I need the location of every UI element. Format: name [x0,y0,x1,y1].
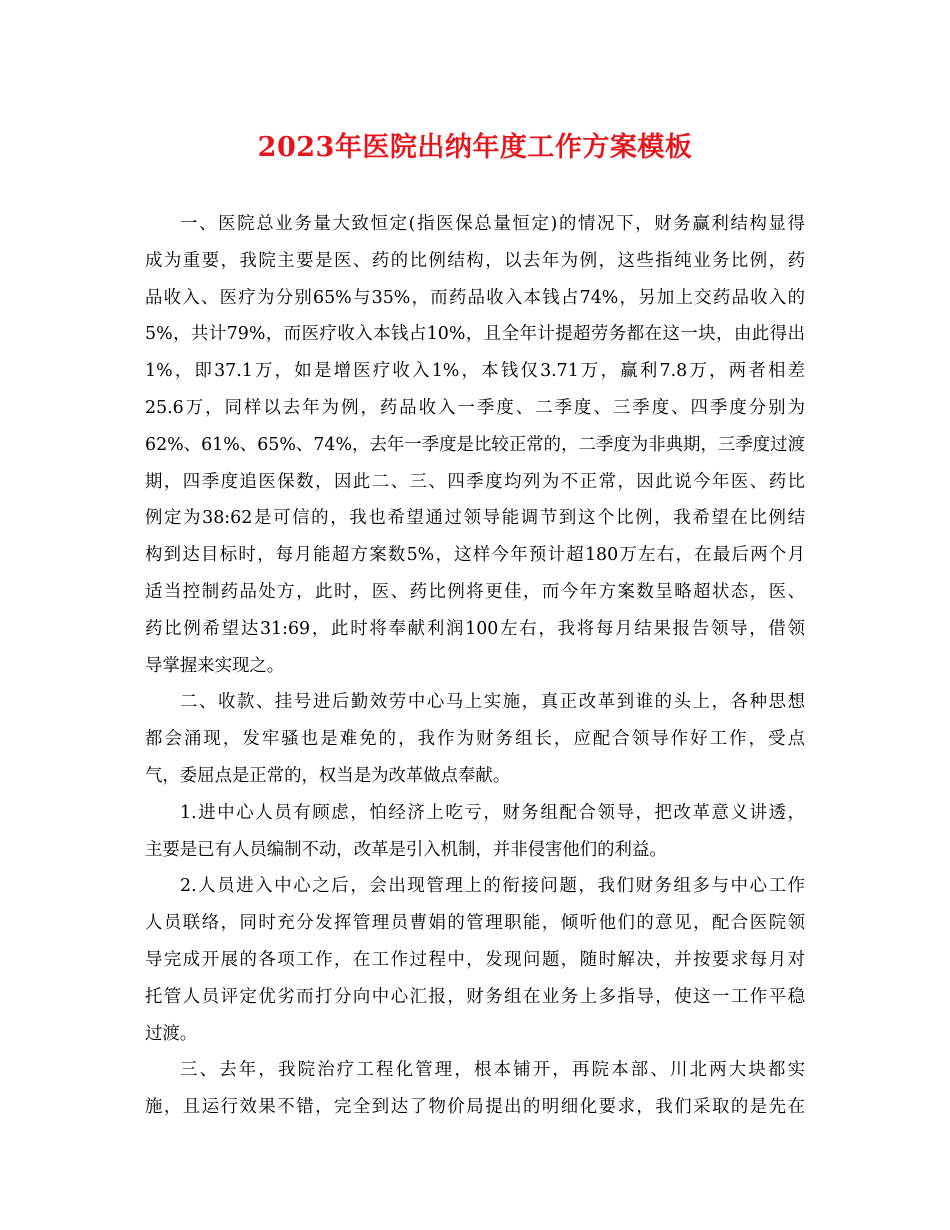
paragraph-line: 过渡。 [145,1023,198,1044]
paragraph-5 [145,1052,805,1126]
paragraph-line: 5%，共计79%，而医疗收入本钱占10%，且全年计提超劳务都在这一块，由此得出 [145,324,805,345]
paragraph-line: 62%、61%、65%、74%，去年一季度是比较正常的，二季度为非典期，三季度过渡 [145,434,805,455]
document-title: 2023年医院出纳年度工作方案模板 [257,132,693,163]
paragraph-line: 导掌握来实现之。 [145,655,285,676]
paragraph-line: 一、医院总业务量大致恒定(指医保总量恒定)的情况下，财务赢利结构显得 [180,214,805,234]
paragraph-line: 二、收款、挂号进后勤效劳中心马上实施，真正改革到谁的头上，各种思想 [180,692,805,713]
paragraph-line: 药比例希望达31:69，此时将奉献利润100左右，我将每月结果报告领导，借领 [145,618,805,639]
paragraph-line: 托管人员评定优劣而打分向中心汇报，财务组在业务上多指导，使这一工作平稳 [145,986,805,1007]
paragraph-line: 构到达目标时，每月能超方案数5%，这样今年预计超180万左右，在最后两个月 [145,545,805,566]
paragraph-line: 品收入、医疗为分别65%与35%，而药品收入本钱占74%，另加上交药品收入的 [145,287,805,308]
paragraph-line: 都会涌现，发牢骚也是难免的，我作为财务组长，应配合领导作好工作，受点 [145,729,805,750]
paragraph-line: 气，委屈点是正常的，权当是为改革做点奉献。 [145,765,511,786]
paragraph-4 [145,868,805,1052]
paragraph-line: 成为重要，我院主要是医、药的比例结构，以去年为例，这些指纯业务比例，药 [145,250,805,271]
paragraph-2 [145,684,805,794]
paragraph-line: 施，且运行效果不错，完全到达了物价局提出的明细化要求，我们采取的是先在 [145,1097,805,1118]
paragraph-line: 导完成开展的各项工作，在工作过程中，发现问题，随时解决，并按要求每月对 [145,949,805,970]
paragraph-line: 2.人员进入中心之后，会出现管理上的衔接问题，我们财务组多与中心工作 [180,876,805,897]
paragraph-line: 1%，即37.1万，如是增医疗收入1%，本钱仅3.71万，赢利7.8万，两者相差 [145,361,805,382]
paragraph-line: 人员联络，同时充分发挥管理员曹娟的管理职能，倾听他们的意见，配合医院领 [145,913,805,934]
paragraph-line: 期，四季度追医保数，因此二、三、四季度均列为不正常，因此说今年医、药比 [145,471,805,492]
paragraph-line: 适当控制药品处方，此时，医、药比例将更佳，而今年方案数呈略超状态，医、 [145,581,805,602]
paragraph-line: 1.进中心人员有顾虑，怕经济上吃亏，财务组配合领导，把改革意义讲透， [180,802,805,823]
paragraph-3 [145,795,805,869]
paragraph-line: 三、去年，我院治疗工程化管理，根本铺开，再院本部、川北两大块都实 [180,1060,805,1081]
paragraph-line: 例定为38:62是可信的，我也希望通过领导能调节到这个比例，我希望在比例结 [145,508,805,529]
paragraph-line: 25.6万，同样以去年为例，药品收入一季度、二季度、三季度、四季度分别为 [145,397,805,418]
document-body [145,206,805,1126]
paragraph-1 [145,206,805,684]
paragraph-line: 主要是已有人员编制不动，改革是引入机制，并非侵害他们的利益。 [145,839,667,860]
